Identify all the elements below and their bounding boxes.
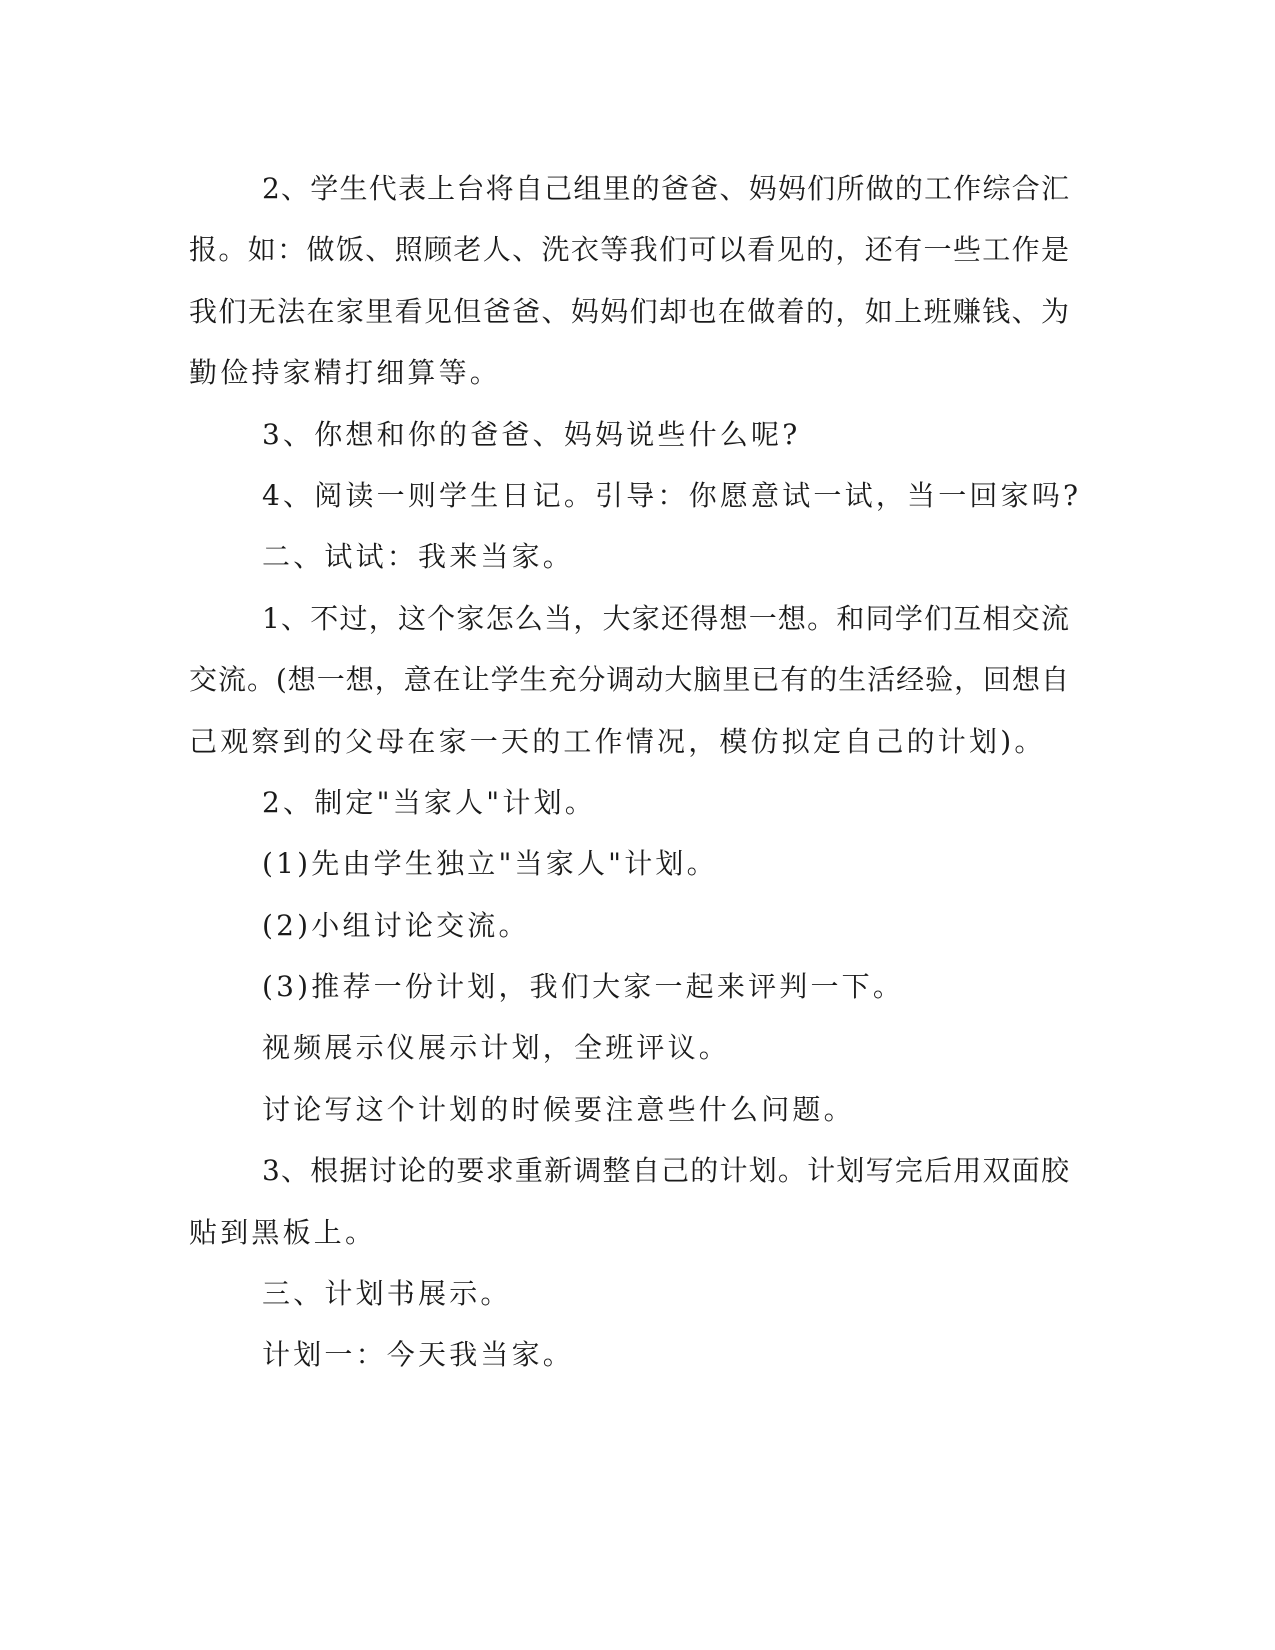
text-line: 勤俭持家精打细算等。 [189,356,502,390]
text-line: 交流。(想一想，意在让学生充分调动大脑里已有的生活经验，回想自 [189,663,1069,697]
text-line: 1、不过，这个家怎么当，大家还得想一想。和同学们互相交流 [262,601,1069,635]
text-line: 2、学生代表上台将自己组里的爸爸、妈妈们所做的工作综合汇 [262,172,1069,205]
text-line: 贴到黑板上。 [189,1215,377,1249]
text-line: 讨论写这个计划的时候要注意些什么问题。 [262,1092,855,1126]
text-line: 视频展示仪展示计划，全班评议。 [262,1031,731,1065]
text-line: 我们无法在家里看见但爸爸、妈妈们却也在做着的，如上班赚钱、为 [189,294,1069,328]
text-line: 计划一：今天我当家。 [262,1338,575,1372]
document-body [189,158,1082,1386]
text-line: 己观察到的父母在家一天的工作情况，模仿拟定自己的计划)。 [189,724,1046,758]
section-heading: 二、试试：我来当家。 [262,540,575,574]
text-line: (3)推荐一份计划，我们大家一起来评判一下。 [262,970,905,1004]
text-line: 报。如：做饭、照顾老人、洗衣等我们可以看见的，还有一些工作是 [189,233,1069,267]
text-line: (1)先由学生独立"当家人"计划。 [262,847,718,881]
text-line: 2、制定"当家人"计划。 [262,785,596,819]
section-heading: 三、计划书展示。 [262,1277,512,1311]
text-line: 3、你想和你的爸爸、妈妈说些什么呢? [262,417,801,451]
text-line: (2)小组讨论交流。 [262,908,530,942]
text-line: 3、根据讨论的要求重新调整自己的计划。计划写完后用双面胶 [262,1154,1069,1188]
text-line: 4、阅读一则学生日记。引导：你愿意试一试，当一回家吗? [262,478,1082,512]
